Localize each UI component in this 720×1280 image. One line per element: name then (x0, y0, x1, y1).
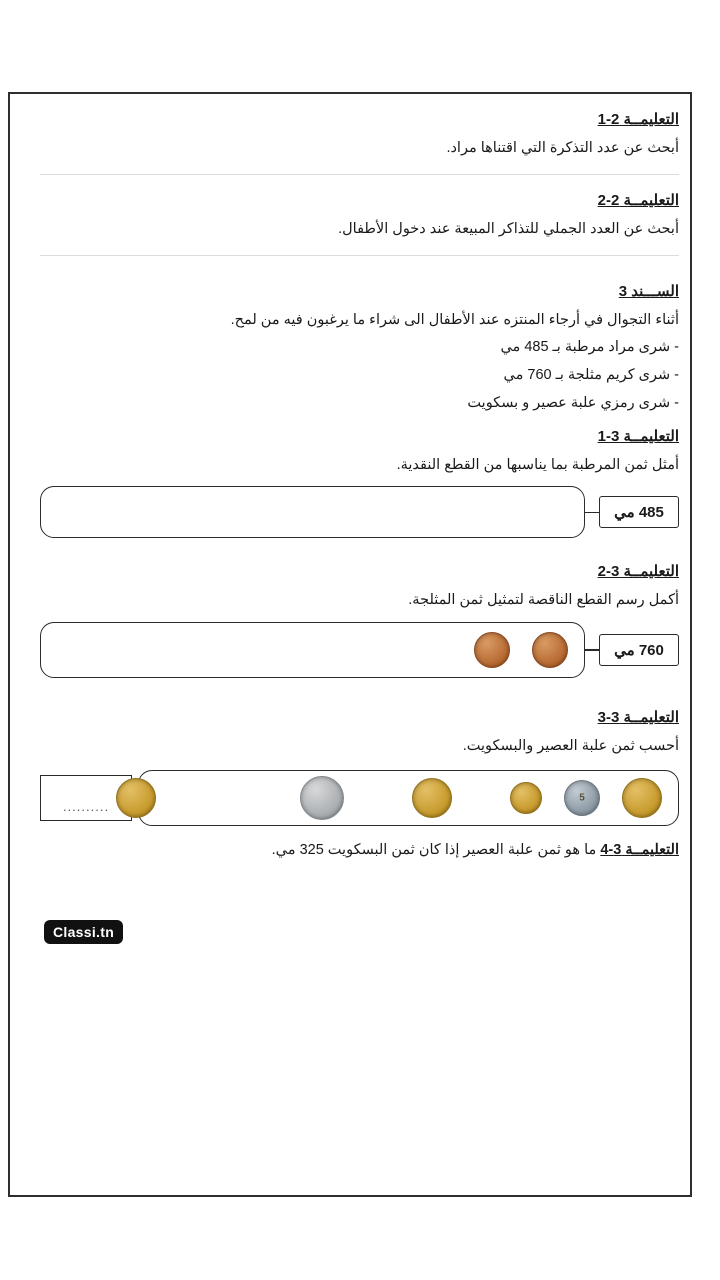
worksheet-content (24, 94, 692, 1195)
instruction-3-2-body: أكمل رسم القطع الناقصة لتمثيل ثمن المثلجة. (408, 592, 679, 609)
coins-box-3-3[interactable] (138, 770, 679, 826)
instruction-2-2-body: أبحث عن العدد الجملي للتذاكر المبيعة عند دخول الأطفال. (338, 220, 679, 237)
bottom-margin (0, 1197, 720, 1280)
instruction-3-2-title: التعليمــة 3-2 (597, 563, 679, 581)
price-tag-485: 485 مي (599, 496, 679, 528)
connector-line (585, 512, 599, 514)
gold-coin-small (510, 782, 542, 814)
exercise-bullet-3: - شرى رمزي علبة عصير و بسكويت (467, 394, 679, 411)
answer-box-3-1[interactable] (40, 486, 585, 538)
price-tag-760: 760 مي (599, 634, 679, 666)
answer-row-3-1 (40, 486, 679, 538)
copper-coin (532, 632, 568, 668)
silver-coin (300, 776, 344, 820)
instruction-3-4-body: ما هو ثمن علبة العصير إذا كان ثمن البسكويت 325 مي. (271, 841, 597, 858)
answer-box-3-2[interactable] (40, 622, 585, 678)
exercise-3-title: الســـند 3 (618, 282, 679, 300)
exercise-bullet-1: - شرى مراد مرطبة بـ 485 مي (500, 339, 679, 356)
answer-row-3-2 (40, 622, 679, 678)
instruction-2-1-body: أبحث عن عدد التذكرة التي اقتناها مراد. (446, 140, 679, 156)
instruction-3-4-title: التعليمــة 3-4 (600, 841, 679, 858)
exercise-bullet-2: - شرى كريم مثلجة بـ 760 مي (503, 367, 679, 383)
gold-coin (412, 778, 452, 818)
coin-value-label: 5 (579, 792, 585, 804)
section-divider (40, 174, 679, 175)
silver-coin-5 (564, 780, 600, 816)
top-margin (0, 0, 720, 92)
instruction-3-3-body: أحسب ثمن علبة العصير والبسكويت. (462, 738, 679, 754)
section-divider-2 (40, 255, 679, 256)
instruction-2-2-title: التعليمــة 2-2 (597, 191, 679, 209)
connector-line-2 (585, 649, 599, 651)
spacer (40, 542, 679, 562)
answer-input-3-3[interactable]: .......... (40, 775, 132, 821)
instruction-3-4 (40, 842, 679, 858)
gold-coin-outside (116, 778, 156, 818)
spacer (40, 272, 679, 282)
answer-row-3-3 (40, 770, 679, 826)
watermark-badge: Classi.tn (44, 920, 123, 944)
exercise-3-intro: أثناء التجوال في أرجاء المنتزه عند الأطفال الى شراء ما يرغبون فيه من لمح. (230, 311, 679, 328)
instruction-3-1-body: أمثل ثمن المرطبة بما يناسبها من القطع النقدية. (396, 456, 679, 473)
instruction-2-1-title: التعليمــة 2-1 (597, 111, 679, 128)
gold-coin (622, 778, 662, 818)
instruction-3-1-title: التعليمــة 3-1 (597, 427, 679, 445)
copper-coin (474, 632, 510, 668)
worksheet-page (8, 92, 692, 1197)
spacer (40, 682, 679, 708)
instruction-3-3-title: التعليمــة 3-3 (597, 709, 679, 726)
